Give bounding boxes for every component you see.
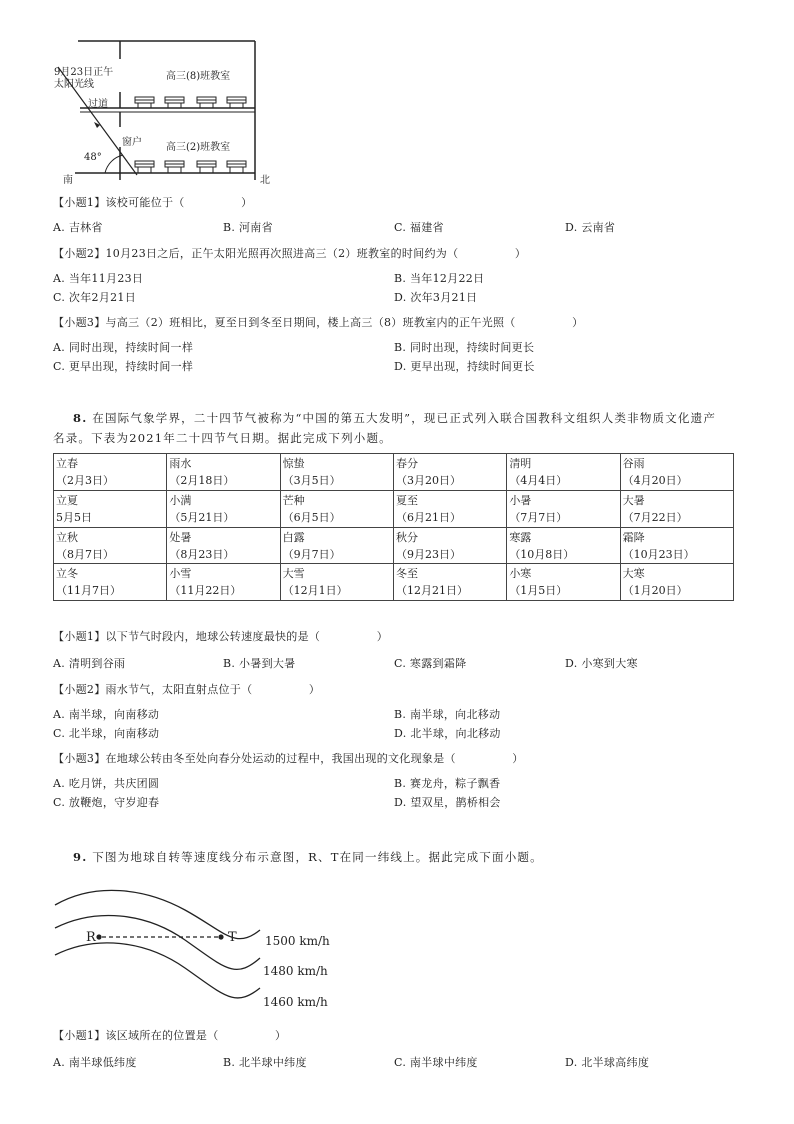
q7-sub3-option-c[interactable]: C. 更早出现，持续时间一样 <box>53 360 194 373</box>
table-cell: 惊蛰 （3月5日） <box>280 454 393 491</box>
table-cell: 谷雨 （4月20日） <box>620 454 733 491</box>
table-cell: 冬至 （12月21日） <box>393 564 506 601</box>
south-label: 南 <box>63 175 73 186</box>
q7-sub2-option-b[interactable]: B. 当年12月22日 <box>394 272 485 285</box>
point-r-marker <box>96 934 101 939</box>
q7-sub2-option-c[interactable]: C. 次年2月21日 <box>53 291 137 304</box>
table-cell: 雨水 （2月18日） <box>167 454 280 491</box>
q7-sub1-option-c[interactable]: C. 福建省 <box>394 221 444 234</box>
q7-sub1-option-a[interactable]: A. 吉林省 <box>53 221 103 234</box>
q8-sub3-option-d[interactable]: D. 望双星，鹊桥相会 <box>394 796 501 809</box>
point-r-label: R <box>86 930 96 945</box>
table-cell: 寒露 （10月8日） <box>507 527 620 564</box>
table-cell: 春分 （3月20日） <box>393 454 506 491</box>
table-cell: 小暑 （7月7日） <box>507 490 620 527</box>
table-cell: 大寒 （1月20日） <box>620 564 733 601</box>
table-cell: 立夏 5月5日 <box>54 490 167 527</box>
q7-sub1-option-d[interactable]: D. 云南省 <box>565 221 616 234</box>
q8-intro-line1 <box>73 410 716 426</box>
table-cell: 白露 （9月7日） <box>280 527 393 564</box>
q7-sub3-option-b[interactable]: B. 同时出现，持续时间更长 <box>394 341 535 354</box>
q8-sub2-stem: 【小题2】雨水节气，太阳直射点位于（ ） <box>53 683 321 696</box>
table-cell: 大雪 （12月1日） <box>280 564 393 601</box>
q9-intro-text: 下图为地球自转等速度线分布示意图，R、T在同一纬线上。据此完成下面小题。 <box>92 850 543 864</box>
table-cell: 立冬 （11月7日） <box>54 564 167 601</box>
q9-sub1-option-c[interactable]: C. 南半球中纬度 <box>394 1056 478 1069</box>
q8-sub3-option-b[interactable]: B. 赛龙舟，粽子飘香 <box>394 777 501 790</box>
q8-sub3-stem: 【小题3】在地球公转由冬至处向春分处运动的过程中，我国出现的文化现象是（ ） <box>53 752 524 765</box>
corridor-label: 过道 <box>88 99 108 110</box>
table-cell: 立春 （2月3日） <box>54 454 167 491</box>
q8-sub1-stem: 【小题1】以下节气时段内，地球公转速度最快的是（ ） <box>53 630 388 643</box>
table-row <box>54 490 734 527</box>
q8-sub1-option-d[interactable]: D. 小寒到大寒 <box>565 657 638 670</box>
q7-sub3-option-a[interactable]: A. 同时出现，持续时间一样 <box>53 341 194 354</box>
table-row <box>54 454 734 491</box>
q7-sub1-stem: 【小题1】该校可能位于（ ） <box>53 196 253 209</box>
isoline-label-1480: 1480 km/h <box>263 964 328 978</box>
isoline-label-1460: 1460 km/h <box>263 995 328 1009</box>
q8-sub2-option-b[interactable]: B. 南半球，向北移动 <box>394 708 501 721</box>
point-t-label: T <box>228 930 237 945</box>
q8-sub3-option-c[interactable]: C. 放鞭炮，守岁迎春 <box>53 796 160 809</box>
q8-sub2-option-a[interactable]: A. 南半球，向南移动 <box>53 708 160 721</box>
q7-sub2-stem: 【小题2】10月23日之后，正午太阳光照再次照进高三（2）班教室的时间约为（ ） <box>53 247 527 260</box>
q7-sub3-stem: 【小题3】与高三（2）班相比，夏至日到冬至日期间，楼上高三（8）班教室内的正午光照（ ） <box>53 316 584 329</box>
q8-sub1-option-c[interactable]: C. 寒露到霜降 <box>394 657 467 670</box>
north-label: 北 <box>260 175 270 186</box>
solar-terms-table <box>53 453 734 601</box>
q7-sub2-option-d[interactable]: D. 次年3月21日 <box>394 291 478 304</box>
q8-sub3-option-a[interactable]: A. 吃月饼，共庆团圆 <box>53 777 160 790</box>
isoline-label-1500: 1500 km/h <box>265 934 330 948</box>
table-cell: 芒种 （6月5日） <box>280 490 393 527</box>
q8-sub1-option-a[interactable]: A. 清明到谷雨 <box>53 657 126 670</box>
sun-ray-label <box>54 67 113 91</box>
q7-sub3-option-d[interactable]: D. 更早出现，持续时间更长 <box>394 360 535 373</box>
table-row <box>54 564 734 601</box>
table-cell: 小寒 （1月5日） <box>507 564 620 601</box>
point-t-marker <box>218 934 223 939</box>
q8-intro-line2: 名录。下表为2021年二十四节气日期。据此完成下列小题。 <box>53 431 392 445</box>
table-cell: 夏至 （6月21日） <box>393 490 506 527</box>
q9-sub1-option-b[interactable]: B. 北半球中纬度 <box>223 1056 307 1069</box>
window-label: 窗户 <box>122 137 142 148</box>
q9-sub1-option-a[interactable]: A. 南半球低纬度 <box>53 1056 137 1069</box>
table-cell: 处暑 （8月23日） <box>167 527 280 564</box>
table-cell: 秋分 （9月23日） <box>393 527 506 564</box>
q9-sub1-stem: 【小题1】该区域所在的位置是（ ） <box>53 1029 287 1042</box>
sun-ray-label-line1: 9月23日正午 <box>54 67 114 78</box>
q7-sub1-option-b[interactable]: B. 河南省 <box>223 221 273 234</box>
table-cell: 大暑 （7月22日） <box>620 490 733 527</box>
sun-ray-label-line2: 太阳光线 <box>54 79 94 90</box>
table-row <box>54 527 734 564</box>
table-cell: 小满 （5月21日） <box>167 490 280 527</box>
table-cell: 小雪 （11月22日） <box>167 564 280 601</box>
q9-intro <box>73 849 543 865</box>
q9-sub1-option-d[interactable]: D. 北半球高纬度 <box>565 1056 650 1069</box>
room-top-label: 高三(8)班教室 <box>166 71 231 82</box>
q9-number: 9. <box>73 850 88 864</box>
table-cell: 霜降 （10月23日） <box>620 527 733 564</box>
room-bottom-label: 高三(2)班教室 <box>166 142 231 153</box>
q8-sub1-option-b[interactable]: B. 小暑到大暑 <box>223 657 296 670</box>
table-cell: 清明 （4月4日） <box>507 454 620 491</box>
angle-label: 48° <box>84 152 102 163</box>
q7-sub2-option-a[interactable]: A. 当年11月23日 <box>53 272 144 285</box>
table-cell: 立秋 （8月7日） <box>54 527 167 564</box>
q8-intro-text1: 在国际气象学界，二十四节气被称为“中国的第五大发明”，现已正式列入联合国教科文组织人类非物质文化遗产 <box>92 411 717 425</box>
q8-sub2-option-d[interactable]: D. 北半球，向北移动 <box>394 727 501 740</box>
q8-sub2-option-c[interactable]: C. 北半球，向南移动 <box>53 727 160 740</box>
q8-number: 8. <box>73 411 88 425</box>
